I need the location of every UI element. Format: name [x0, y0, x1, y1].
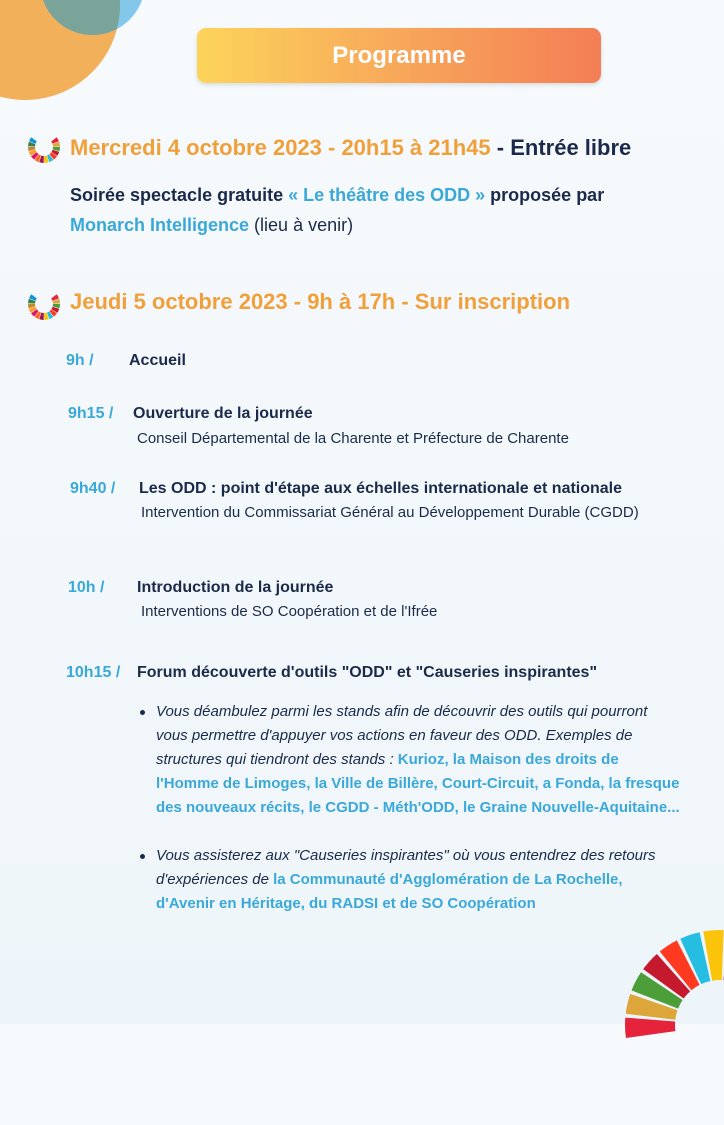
programme-banner: [197, 28, 601, 83]
item-title: Ouverture de la journée: [133, 405, 313, 423]
list-item: [136, 700, 681, 820]
time-label: 9h /: [66, 352, 94, 370]
time-label: 9h40 /: [70, 480, 115, 498]
bullet-highlight: Kurioz, la Maison des droits de l'Homme de Limoges, la Ville de Billère, Court-Circuit, a Fonda, la fresque des nouveaux récits, le CGDD - Méth'ODD, le Graine Nouvelle-Aquitaine...: [156, 751, 680, 816]
day2-heading: Jeudi 5 octobre 2023 - 9h à 17h - Sur inscription: [70, 289, 570, 315]
time-label: 10h15 /: [66, 664, 120, 682]
item-title: Les ODD : point d'étape aux échelles internationale et nationale: [139, 480, 622, 498]
banner-title: Programme: [332, 42, 465, 70]
time-label: 9h15 /: [68, 405, 113, 423]
intro-part-a: Soirée spectacle gratuite: [70, 185, 288, 205]
time-label: 10h /: [68, 579, 104, 597]
bullet-text: Vous assisterez aux "Causeries inspirantes" où vous entendrez des retours d'expériences de: [156, 847, 656, 888]
bullet-text: Vous déambulez parmi les stands afin de découvrir des outils qui pourront vous permettre d'appuyer vos actions en faveur des ODD. Exemples de structures qui tiendront des stands :: [156, 703, 647, 768]
sdg-wheel-icon: [27, 287, 61, 321]
item-title: Introduction de la journée: [137, 579, 333, 597]
day1-intro: [70, 180, 690, 240]
item-title: Forum découverte d'outils "ODD" et "Causeries inspirantes": [137, 664, 597, 682]
list-item: [136, 844, 681, 916]
intro-organizer: Monarch Intelligence: [70, 215, 249, 235]
sdg-wheel-icon: [27, 130, 61, 164]
item-desc: Interventions de SO Coopération et de l'Ifrée: [141, 600, 681, 624]
forum-bullet-list: [136, 700, 681, 916]
item-title: Accueil: [129, 352, 186, 370]
day1-date: Mercredi 4 octobre 2023 - 20h15 à 21h45: [70, 135, 491, 160]
decorative-circle-overlap: [40, 0, 145, 35]
item-desc: Intervention du Commissariat Général au Développement Durable (CGDD): [141, 501, 681, 525]
day1-heading: [70, 135, 631, 161]
sdg-wheel-decoration-icon: [620, 925, 724, 1125]
sdg-wheel-segment: [625, 1018, 675, 1038]
item-desc: Conseil Départemental de la Charente et Préfecture de Charente: [137, 427, 697, 451]
intro-part-c: proposée par: [485, 185, 604, 205]
bullet-highlight: la Communauté d'Agglomération de La Rochelle, d'Avenir en Héritage, du RADSI et de SO Coopération: [156, 871, 623, 912]
intro-location: (lieu à venir): [249, 215, 353, 235]
intro-show-title: « Le théâtre des ODD »: [288, 185, 485, 205]
day1-access: - Entrée libre: [491, 135, 632, 160]
